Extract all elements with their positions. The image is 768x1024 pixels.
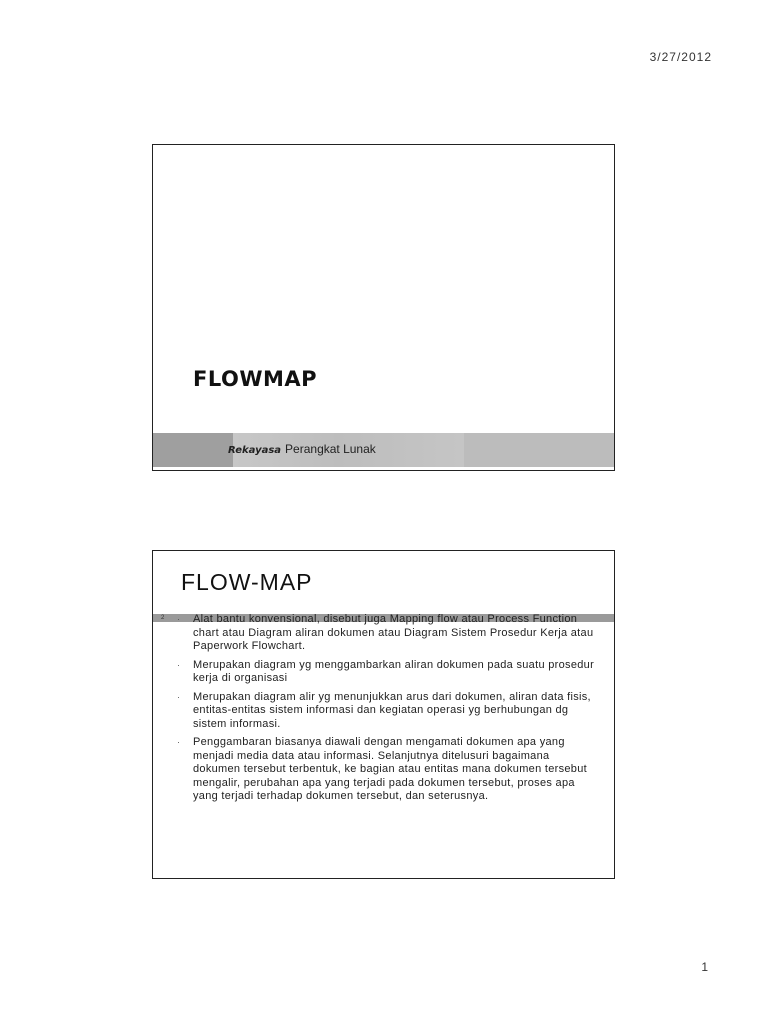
subtitle-bold-word: Rekayasa bbox=[228, 445, 282, 456]
slide-2 bbox=[152, 550, 615, 879]
bullet-marker: · bbox=[177, 659, 181, 670]
page-date: 3/27/2012 bbox=[649, 50, 712, 64]
bullet-text: Penggambaran biasanya diawali dengan mengamati dokumen apa yang menjadi media data atau informasi. Selanjutnya ditelusuri bagaimana dokumen tersebut terbentuk, ke bagian atau entitas mana dokumen tersebut mengalir, perubahan apa yang terjadi pada dokumen tersebut, proses apa yang terjadi terhadap dokumen tersebut, dan seterusnya. bbox=[193, 736, 588, 802]
subtitle-band bbox=[153, 433, 614, 467]
bullet-text: Merupakan diagram yg menggambarkan aliran dokumen pada suatu prosedur kerja di organisasi bbox=[193, 658, 595, 684]
bullet-marker: · bbox=[177, 614, 181, 624]
bullet-marker: · bbox=[177, 737, 181, 747]
bullet-item bbox=[177, 691, 597, 732]
subtitle-rest: Perangkat Lunak bbox=[285, 442, 376, 456]
bullet-item bbox=[177, 659, 597, 686]
slide-1-title: FLOWMAP bbox=[193, 367, 318, 391]
band-dark-left bbox=[153, 433, 233, 467]
band-dark-right bbox=[464, 433, 614, 467]
slide-2-title: FLOW-MAP bbox=[181, 569, 313, 595]
bullet-item bbox=[177, 613, 597, 654]
slide-2-bullet-list bbox=[177, 613, 597, 809]
bullet-text: Merupakan diagram alir yg menunjukkan arus dari dokumen, aliran data fisis, entitas-entitas sistem informasi dan kegiatan operasi yg berhubungan dg sistem informasi. bbox=[193, 690, 591, 730]
slide-1 bbox=[152, 144, 615, 471]
slide-2-number: 2 bbox=[161, 615, 165, 621]
bullet-text: Alat bantu konvensional, disebut juga Mapping flow atau Process Function chart atau Diagram aliran dokumen atau Diagram Sistem Prosedur Kerja atau Paperwork Flowchart. bbox=[193, 613, 594, 652]
bullet-marker: · bbox=[177, 691, 181, 702]
slide-1-subtitle bbox=[228, 442, 376, 456]
page-number: 1 bbox=[701, 960, 708, 974]
bullet-item bbox=[177, 736, 597, 804]
